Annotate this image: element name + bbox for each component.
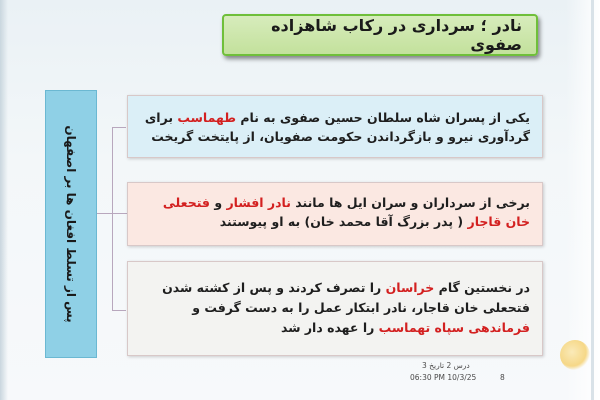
info-card-3 (127, 261, 543, 356)
card-text: برخی از سرداران و سران ایل ها مانند (290, 195, 530, 210)
highlighted-text: خراسان (385, 280, 435, 295)
card-text: ( پدر بزرگ آقا محمد خان) به او پیوستند (219, 214, 468, 229)
side-label-box (45, 90, 97, 358)
card-text: و (210, 195, 227, 210)
title-box (222, 14, 538, 56)
slide-title: نادر ؛ سرداری در رکاب شاهزاده صفوی (271, 16, 522, 54)
card-text: را تصرف کردند و پس از کشته شدن فتحعلی خان قاجار، نادر ابتکار عمل را به دست گرفت و (162, 280, 530, 315)
card-text: را عهده دار شد (280, 320, 379, 335)
bracket-stub-middle (112, 213, 127, 214)
side-label: پس از تسلط افغان ها بر اصفهان (64, 125, 78, 323)
bracket-stub (97, 213, 112, 214)
slide-footer (392, 361, 512, 385)
highlighted-text: فتحعلی خان قاجار (162, 195, 530, 229)
highlighted-text: فرماندهی سپاه تهماسب (378, 320, 530, 335)
info-card-2 (127, 182, 543, 246)
logo-icon (560, 340, 590, 370)
footer-lesson: درس 2 تاریخ 3 (422, 361, 470, 370)
card-text: برای گردآوری نیرو و بازگرداندن حکومت صفویان، از پایتخت گریخت (144, 110, 530, 144)
highlighted-text: نادر افشار (226, 195, 291, 210)
bracket-connector (112, 127, 126, 311)
slide-left-edge (0, 0, 8, 400)
card-text: یکی از پسران شاه سلطان حسین صفوی به نام (236, 110, 530, 125)
scrollbar[interactable] (591, 0, 594, 400)
footer-page-number: 8 (500, 373, 505, 382)
info-card-1 (127, 95, 543, 158)
footer-datetime: 06:30 PM 10/3/25 (410, 373, 477, 382)
highlighted-text: طهماسب (177, 110, 237, 125)
card-text: در نخستین گام (434, 280, 530, 295)
